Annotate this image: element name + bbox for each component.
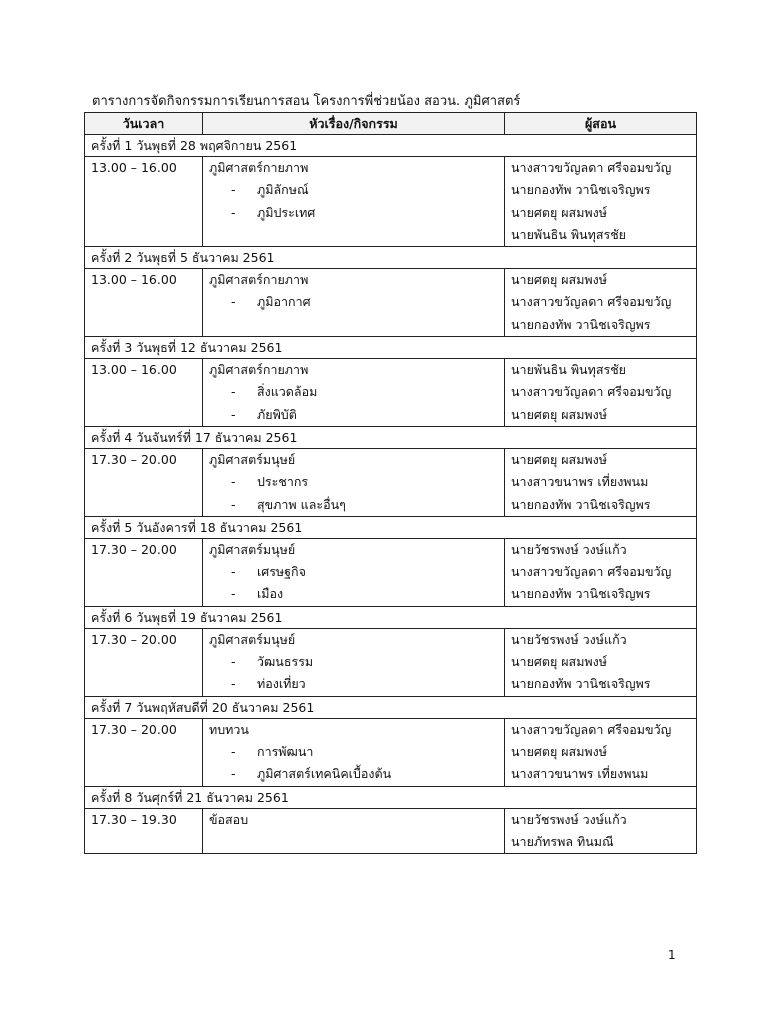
subtopic-item (209, 583, 498, 605)
session-instructor-cell (505, 269, 697, 337)
session-time: 13.00 – 16.00 (91, 362, 177, 378)
session-topic-cell (203, 269, 505, 337)
session-detail-row (85, 628, 697, 696)
topic-main: ภูมิศาสตร์กายภาพ (209, 272, 309, 288)
subtopic-item (209, 404, 498, 426)
session-header: ครั้งที่ 2 วันพุธที่ 5 ธันวาคม 2561 (85, 247, 697, 269)
session-topic-cell (203, 157, 505, 247)
instructor-name: นางสาวขวัญลดา ศรีจอมขวัญ (511, 721, 672, 737)
session-header: ครั้งที่ 1 วันพุธที่ 28 พฤศจิกายน 2561 (85, 135, 697, 157)
subtopic-label: ประชากร (257, 474, 309, 490)
session-header-row (85, 696, 697, 718)
subtopic-item (209, 651, 498, 673)
topic-main: ภูมิศาสตร์กายภาพ (209, 160, 309, 175)
subtopic-marker: - (231, 743, 236, 759)
subtopic-item (209, 673, 498, 695)
session-header-row (85, 516, 697, 538)
subtopic-marker: - (231, 182, 236, 198)
column-header-time: วันเวลา (85, 113, 203, 135)
topic-main: ภูมิศาสตร์มนุษย์ (209, 451, 296, 467)
session-time-cell (85, 808, 203, 854)
subtopic-item (209, 202, 498, 224)
instructor-name: นายศตยุ ผสมพงษ์ (511, 406, 608, 422)
subtopic-marker: - (231, 676, 236, 692)
subtopic-label: เมือง (257, 586, 284, 602)
schedule-table (84, 112, 697, 854)
instructor-name: นายวัชรพงษ์ วงษ์แก้ว (511, 541, 627, 557)
session-time-cell (85, 359, 203, 427)
subtopic-item (209, 494, 498, 516)
subtopic-marker: - (231, 586, 236, 602)
instructor-name: นายกองทัพ วานิชเจริญพร (511, 496, 651, 512)
session-time-cell (85, 269, 203, 337)
subtopic-marker: - (231, 474, 236, 490)
subtopic-label: ภูมิลักษณ์ (257, 182, 309, 198)
session-time: 17.30 – 19.30 (91, 811, 177, 827)
instructor-name: นางสาวขวัญลดา ศรีจอมขวัญ (511, 564, 672, 580)
subtopic-label: ภูมิอากาศ (257, 294, 311, 310)
session-topic-cell (203, 538, 505, 606)
subtopic-label: เศรษฐกิจ (257, 564, 306, 580)
topic-main: ข้อสอบ (209, 811, 249, 827)
topic-main: ภูมิศาสตร์มนุษย์ (209, 541, 296, 557)
session-time: 17.30 – 20.00 (91, 451, 177, 467)
instructor-name: นายศตยุ ผสมพงษ์ (511, 654, 608, 670)
session-time-cell (85, 718, 203, 786)
instructor-name: นายศตยุ ผสมพงษ์ (511, 272, 608, 288)
session-detail-row (85, 538, 697, 606)
subtopic-label: วัฒนธรรม (257, 654, 314, 670)
session-topic-cell (203, 448, 505, 516)
subtopic-item (209, 179, 498, 201)
session-instructor-cell (505, 628, 697, 696)
instructor-name: นายศตยุ ผสมพงษ์ (511, 451, 608, 467)
instructor-name: นายวัชรพงษ์ วงษ์แก้ว (511, 811, 627, 827)
document-title: ตารางการจัดกิจกรรมการเรียนการสอน โครงการพี่ช่วยน้อง สอวน. ภูมิศาสตร์ (92, 94, 521, 109)
topic-main: ทบทวน (209, 721, 249, 737)
subtopic-item (209, 741, 498, 763)
session-header: ครั้งที่ 7 วันพฤหัสบดีที่ 20 ธันวาคม 2561 (85, 696, 697, 718)
session-time-cell (85, 157, 203, 247)
instructor-name: นายวัชรพงษ์ วงษ์แก้ว (511, 631, 627, 647)
session-detail-row (85, 808, 697, 854)
topic-main: ภูมิศาสตร์กายภาพ (209, 362, 309, 378)
session-instructor-cell (505, 718, 697, 786)
session-instructor-cell (505, 448, 697, 516)
session-instructor-cell (505, 359, 697, 427)
schedule-body (85, 135, 697, 854)
instructor-name: นายศตยุ ผสมพงษ์ (511, 743, 608, 759)
subtopic-item (209, 561, 498, 583)
session-detail-row (85, 448, 697, 516)
session-topic-cell (203, 359, 505, 427)
session-header-row (85, 337, 697, 359)
session-header-row (85, 786, 697, 808)
page-number: 1 (668, 948, 676, 962)
column-header-topic: หัวเรื่อง/กิจกรรม (203, 113, 505, 135)
session-header-row (85, 426, 697, 448)
subtopic-label: การพัฒนา (257, 743, 314, 759)
session-time-cell (85, 538, 203, 606)
instructor-name: นางสาวขวัญลดา ศรีจอมขวัญ (511, 384, 672, 400)
instructor-name: นางสาวขวัญลดา ศรีจอมขวัญ (511, 160, 672, 175)
topic-main: ภูมิศาสตร์มนุษย์ (209, 631, 296, 647)
instructor-name: นางสาวขนาพร เที่ยงพนม (511, 766, 649, 782)
session-instructor-cell (505, 157, 697, 247)
session-header-row (85, 606, 697, 628)
subtopic-marker: - (231, 294, 236, 310)
instructor-name: นางสาวขวัญลดา ศรีจอมขวัญ (511, 294, 672, 310)
session-time: 17.30 – 20.00 (91, 631, 177, 647)
session-header: ครั้งที่ 6 วันพุธที่ 19 ธันวาคม 2561 (85, 606, 697, 628)
session-topic-cell (203, 718, 505, 786)
session-header: ครั้งที่ 4 วันจันทร์ที่ 17 ธันวาคม 2561 (85, 426, 697, 448)
instructor-name: นางสาวขนาพร เที่ยงพนม (511, 474, 649, 490)
session-header-row (85, 135, 697, 157)
subtopic-marker: - (231, 564, 236, 580)
session-time: 17.30 – 20.00 (91, 721, 177, 737)
instructor-name: นายศตยุ ผสมพงษ์ (511, 204, 608, 220)
session-time: 17.30 – 20.00 (91, 541, 177, 557)
subtopic-item (209, 471, 498, 493)
subtopic-item (209, 381, 498, 403)
session-detail-row (85, 269, 697, 337)
session-header: ครั้งที่ 3 วันพุธที่ 12 ธันวาคม 2561 (85, 337, 697, 359)
session-header: ครั้งที่ 5 วันอังคารที่ 18 ธันวาคม 2561 (85, 516, 697, 538)
session-header: ครั้งที่ 8 วันศุกร์ที่ 21 ธันวาคม 2561 (85, 786, 697, 808)
subtopic-label: ภัยพิบัติ (257, 406, 297, 422)
subtopic-item (209, 763, 498, 785)
subtopic-label: สิ่งแวดล้อม (257, 384, 318, 400)
instructor-name: นายกองทัพ วานิชเจริญพร (511, 182, 651, 198)
session-instructor-cell (505, 538, 697, 606)
subtopic-marker: - (231, 406, 236, 422)
session-instructor-cell (505, 808, 697, 854)
session-time: 13.00 – 16.00 (91, 160, 177, 175)
subtopic-marker: - (231, 496, 236, 512)
table-header-row (85, 113, 697, 135)
session-topic-cell (203, 808, 505, 854)
column-header-instructor: ผู้สอน (505, 113, 697, 135)
instructor-name: นายภัทรพล ทินมณี (511, 833, 614, 849)
instructor-name: นายกองทัพ วานิชเจริญพร (511, 316, 651, 332)
subtopic-marker: - (231, 654, 236, 670)
subtopic-item (209, 291, 498, 313)
session-detail-row (85, 359, 697, 427)
session-time-cell (85, 628, 203, 696)
instructor-name: นายกองทัพ วานิชเจริญพร (511, 676, 651, 692)
subtopic-label: ภูมิประเทศ (257, 204, 316, 220)
session-header-row (85, 247, 697, 269)
subtopic-label: ท่องเที่ยว (257, 676, 306, 692)
subtopic-marker: - (231, 384, 236, 400)
instructor-name: นายพันธิน พินทุสรชัย (511, 362, 626, 378)
subtopic-marker: - (231, 204, 236, 220)
subtopic-label: ภูมิศาสตร์เทคนิคเบื้องต้น (257, 766, 392, 782)
session-time: 13.00 – 16.00 (91, 272, 177, 288)
instructor-name: นายกองทัพ วานิชเจริญพร (511, 586, 651, 602)
session-detail-row (85, 718, 697, 786)
subtopic-marker: - (231, 766, 236, 782)
instructor-name: นายพันธิน พินทุสรชัย (511, 226, 626, 242)
subtopic-label: สุขภาพ และอื่นๆ (257, 496, 346, 512)
session-topic-cell (203, 628, 505, 696)
session-time-cell (85, 448, 203, 516)
session-detail-row (85, 157, 697, 247)
